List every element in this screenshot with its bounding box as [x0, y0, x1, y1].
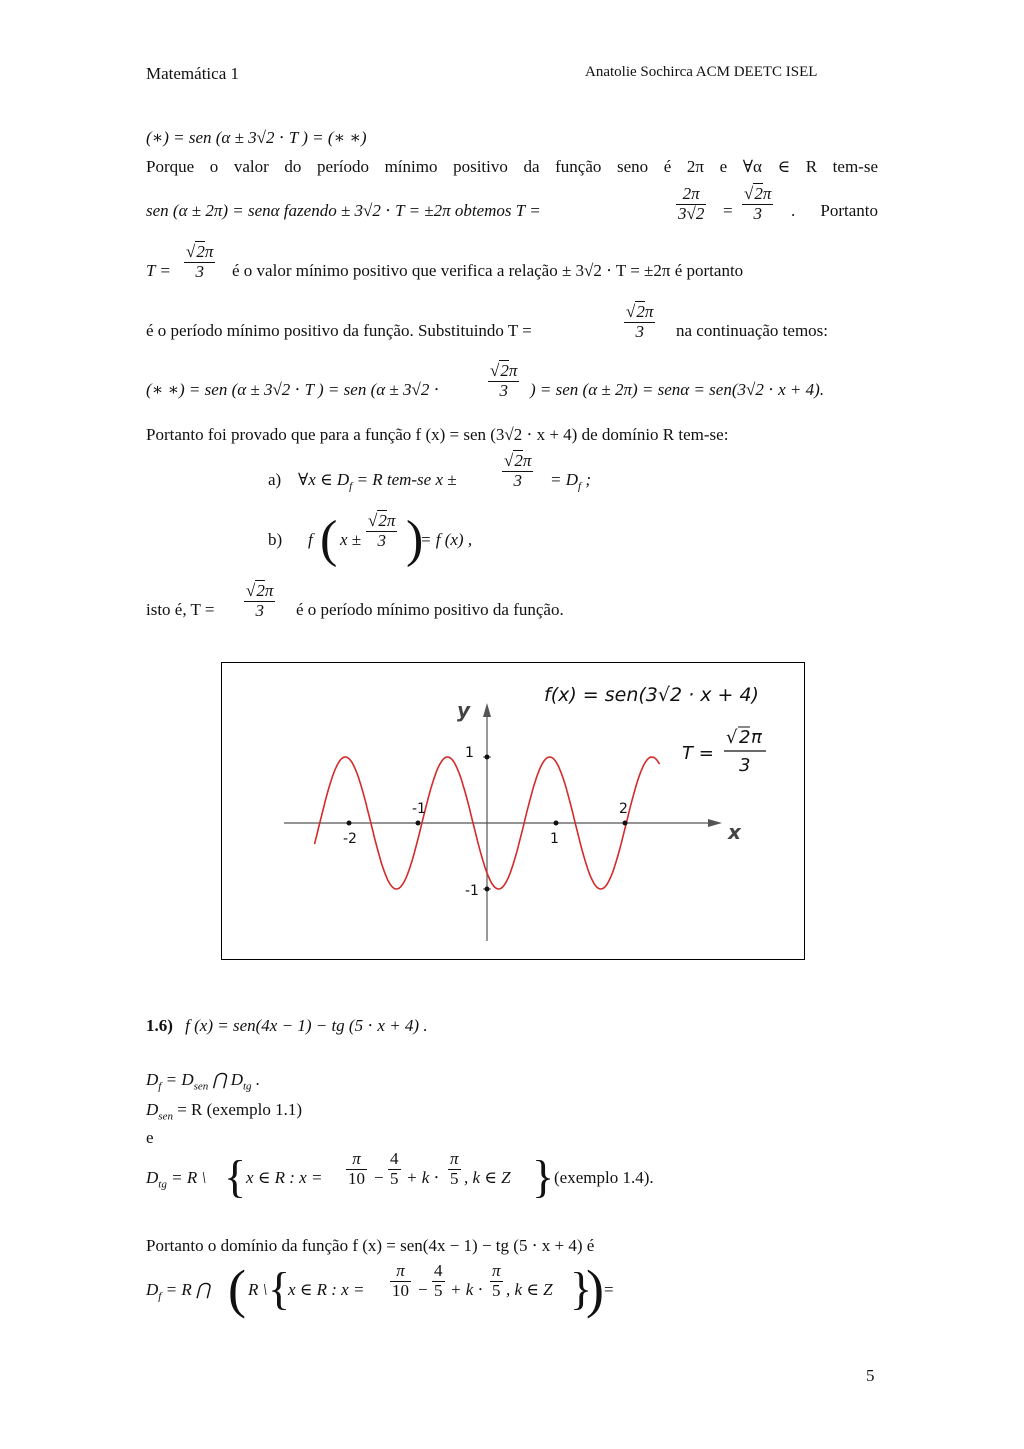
plus-k: + k ⋅	[406, 1168, 440, 1187]
p2-portanto: Portanto	[820, 201, 878, 220]
fraction-root2pi-3	[244, 582, 275, 620]
D: D	[146, 1168, 159, 1187]
equals-D: = D	[550, 470, 578, 489]
x-axis-label: x	[728, 820, 741, 844]
paragraph-8: Portanto o domínio da função f (x) = sen(4x − 1) − tg (5 ⋅ x + 4) é	[146, 1236, 595, 1255]
p3-text: é o valor mínimo positivo que verifica a relação ± 3√2 ⋅ T = ±2π é portanto	[232, 261, 744, 280]
frac-den: 3	[513, 470, 522, 490]
dsen-line	[146, 1100, 302, 1122]
frac-num: √2π	[186, 242, 214, 261]
chart-title: f(x) = sen(3√2 · x + 4)	[544, 684, 759, 706]
fraction-pi-5	[448, 1150, 461, 1188]
frac-den: 3	[377, 530, 386, 550]
frac-den: 5	[434, 1280, 443, 1300]
R-backslash: R \	[248, 1280, 268, 1299]
p5-text-b: ) = sen (α ± 2π) = senα = sen(3√2 ⋅ x + 4).	[530, 380, 825, 399]
sub: f	[158, 1290, 162, 1303]
frac-den: 3	[753, 203, 762, 223]
sub: tg	[243, 1080, 252, 1093]
pi: π	[508, 361, 518, 380]
item-b-label: b)	[268, 530, 283, 549]
pi: π	[522, 451, 532, 470]
frac-num: √2π	[744, 184, 772, 203]
T-eq: T =	[146, 261, 171, 280]
frac-den: 3	[499, 380, 508, 400]
df-line	[146, 1070, 260, 1092]
sub-f: f	[578, 480, 582, 493]
paragraph-7	[146, 580, 746, 636]
left-brace: {	[224, 1151, 247, 1202]
df-label	[146, 1280, 210, 1302]
semicolon: ;	[581, 470, 591, 489]
x-tick-label: 2	[619, 801, 628, 817]
page-number: 5	[866, 1366, 875, 1385]
dtg-x: x ∈ R : x =	[246, 1168, 323, 1187]
paragraph-6: Portanto foi provado que para a função f (x) = sen (3√2 ⋅ x + 4) de domínio R tem-se:	[146, 425, 729, 444]
cap-D: ⋂ D	[208, 1070, 243, 1089]
item-a-text-1	[298, 470, 457, 492]
annotation-T: T =	[682, 743, 714, 764]
sqrt-arg: 2	[514, 451, 523, 470]
marked-point	[347, 821, 352, 826]
paragraph-3	[146, 243, 878, 297]
frac-den: 10	[392, 1280, 409, 1300]
left-paren: (	[320, 511, 338, 568]
paragraph-4	[146, 303, 878, 357]
p4-text-b: na continuação temos:	[676, 321, 829, 340]
section-1-6	[146, 1016, 428, 1036]
annotation-pi: π	[751, 727, 762, 748]
p5-text-a: (∗ ∗) = sen (α ± 3√2 ⋅ T ) = sen (α ± 3√2 ⋅	[146, 380, 440, 399]
frac-num: √2π	[490, 361, 518, 380]
left-paren: (	[228, 1259, 246, 1319]
frac-den: 3√2	[678, 203, 705, 223]
frac-den: 3	[195, 261, 204, 281]
frac-den: 5	[492, 1280, 501, 1300]
fraction-root2pi-3	[366, 512, 397, 550]
final-df-line	[146, 1259, 866, 1322]
fraction-4-5	[432, 1262, 445, 1300]
frac-num: 4	[390, 1149, 399, 1168]
k-in-Z: , k ∈ Z	[464, 1168, 511, 1187]
frac-num: π	[450, 1149, 459, 1168]
paragraph-1: Porque o valor do período mínimo positivo da função seno é 2π e ∀α ∈ R tem-se	[146, 157, 878, 176]
right-brace: }	[570, 1263, 593, 1314]
item-b-x: x ±	[340, 530, 362, 549]
fraction-root2pi-3	[488, 362, 519, 400]
frac-den: 5	[450, 1168, 459, 1188]
axes	[284, 698, 742, 941]
y-axis-arrow	[483, 703, 491, 717]
e-word: e	[146, 1128, 154, 1147]
frac-num: √2π	[246, 581, 274, 600]
sqrt-arg: 2	[500, 361, 509, 380]
frac-num: √2π	[626, 302, 654, 321]
sub: sen	[193, 1080, 209, 1093]
plus-k: + k ⋅	[450, 1280, 484, 1299]
D: D	[146, 1280, 159, 1299]
pi: π	[204, 242, 214, 261]
pi: π	[644, 302, 654, 321]
fraction-pi-10	[346, 1150, 367, 1188]
fraction-root2pi-3	[742, 185, 773, 223]
minus: −	[418, 1280, 428, 1299]
frac-num: π	[390, 1262, 411, 1282]
fraction-root2pi-3	[624, 303, 655, 341]
sqrt-arg: 2	[636, 302, 645, 321]
marked-point	[485, 887, 490, 892]
frac-num: π	[492, 1261, 501, 1280]
x-tick-label: -1	[412, 801, 426, 817]
sqrt-arg: 2	[256, 581, 265, 600]
sub: f	[158, 1080, 162, 1093]
p7-text-a: isto é, T =	[146, 600, 215, 619]
item-b-f: f	[308, 530, 313, 549]
frac-den: 3	[635, 321, 644, 341]
marked-point	[554, 821, 559, 826]
period-dot: .	[791, 201, 796, 220]
item-a-text-2	[550, 470, 591, 492]
graph-svg	[222, 663, 804, 959]
annotation-den: 3	[739, 755, 751, 776]
annotation-root: 2	[739, 727, 751, 748]
item-b	[268, 510, 668, 570]
final-equals: =	[604, 1280, 614, 1299]
fraction-pi-10	[390, 1262, 411, 1300]
sqrt-arg: 2	[196, 242, 205, 261]
frac-num: √2π	[368, 511, 396, 530]
D: D	[146, 1100, 159, 1119]
p2-text: sen (α ± 2π) = senα fazendo ± 3√2 ⋅ T = ±2π obtemos T =	[146, 201, 541, 220]
header-right: Anatolie Sochirca ACM DEETC ISEL	[585, 64, 818, 80]
fraction-root2pi-3	[502, 452, 533, 490]
function-graph	[221, 662, 805, 960]
final-x: x ∈ R : x =	[288, 1280, 365, 1299]
right-brace: }	[532, 1151, 555, 1202]
item-a-label: a)	[268, 470, 282, 489]
marked-point	[485, 755, 490, 760]
pi: π	[264, 581, 274, 600]
y-tick-label: -1	[465, 883, 479, 899]
frac-num: 4	[434, 1261, 443, 1280]
sub: tg	[158, 1178, 167, 1191]
sqrt-arg: 2	[378, 511, 387, 530]
item-b-fx: = f (x) ,	[420, 530, 473, 549]
equals: =	[723, 201, 733, 220]
item-a	[268, 452, 668, 506]
dtg-line	[146, 1150, 866, 1210]
sub-f: f	[349, 480, 353, 493]
fraction-pi-5	[490, 1262, 503, 1300]
k-in-Z: , k ∈ Z	[506, 1280, 553, 1299]
marked-point	[416, 821, 421, 826]
fraction-2pi-3root2	[676, 185, 706, 223]
frac-num: 2π	[676, 185, 706, 205]
annotation-sqrt-sign: √	[726, 727, 738, 748]
marked-point	[623, 821, 628, 826]
eq-R: = R \	[166, 1168, 207, 1187]
y-axis-label: y	[457, 698, 471, 722]
left-brace: {	[268, 1263, 291, 1314]
section-number: 1.6)	[146, 1016, 173, 1035]
paragraph-2	[146, 185, 878, 235]
frac-num: √2π	[504, 451, 532, 470]
pi: π	[386, 511, 396, 530]
paragraph-5	[146, 362, 886, 416]
frac-den: 3	[255, 600, 264, 620]
x-axis-arrow	[708, 819, 722, 827]
section-equation: f (x) = sen(4x − 1) − tg (5 ⋅ x + 4) .	[185, 1016, 428, 1035]
dtg-label	[146, 1168, 206, 1190]
p7-text-b: é o período mínimo positivo da função.	[296, 600, 564, 619]
sub: sen	[158, 1110, 173, 1123]
period-annotation	[682, 727, 766, 776]
frac-den: 10	[348, 1168, 365, 1188]
eq-R-cap: = R ⋂	[161, 1280, 210, 1299]
x-tick-label: -2	[343, 831, 357, 847]
header-left: Matemática 1	[146, 64, 239, 83]
dot: .	[251, 1070, 261, 1089]
forall-x: ∀x ∈ D	[298, 470, 350, 489]
eq-D: = D	[161, 1070, 194, 1089]
minus: −	[374, 1168, 384, 1187]
p4-text: é o período mínimo positivo da função. Substituindo T =	[146, 321, 532, 340]
x-tick-label: 1	[550, 831, 559, 847]
dsen-rest: = R (exemplo 1.1)	[172, 1100, 302, 1119]
D: D	[146, 1070, 159, 1089]
right-paren: )	[406, 511, 424, 568]
fraction-root2pi-3	[184, 243, 215, 281]
frac-den: 5	[390, 1168, 399, 1188]
sqrt-arg: 2	[754, 184, 763, 203]
y-tick-label: 1	[465, 745, 474, 761]
example-ref: (exemplo 1.4).	[554, 1168, 654, 1187]
right-paren: )	[586, 1259, 604, 1319]
pi: π	[762, 184, 772, 203]
item-a-mid: = R tem-se x ±	[352, 470, 457, 489]
frac-num: π	[346, 1150, 367, 1170]
eq-star: (∗) = sen (α ± 3√2 ⋅ T ) = (∗ ∗)	[146, 128, 367, 147]
fraction-4-5	[388, 1150, 401, 1188]
